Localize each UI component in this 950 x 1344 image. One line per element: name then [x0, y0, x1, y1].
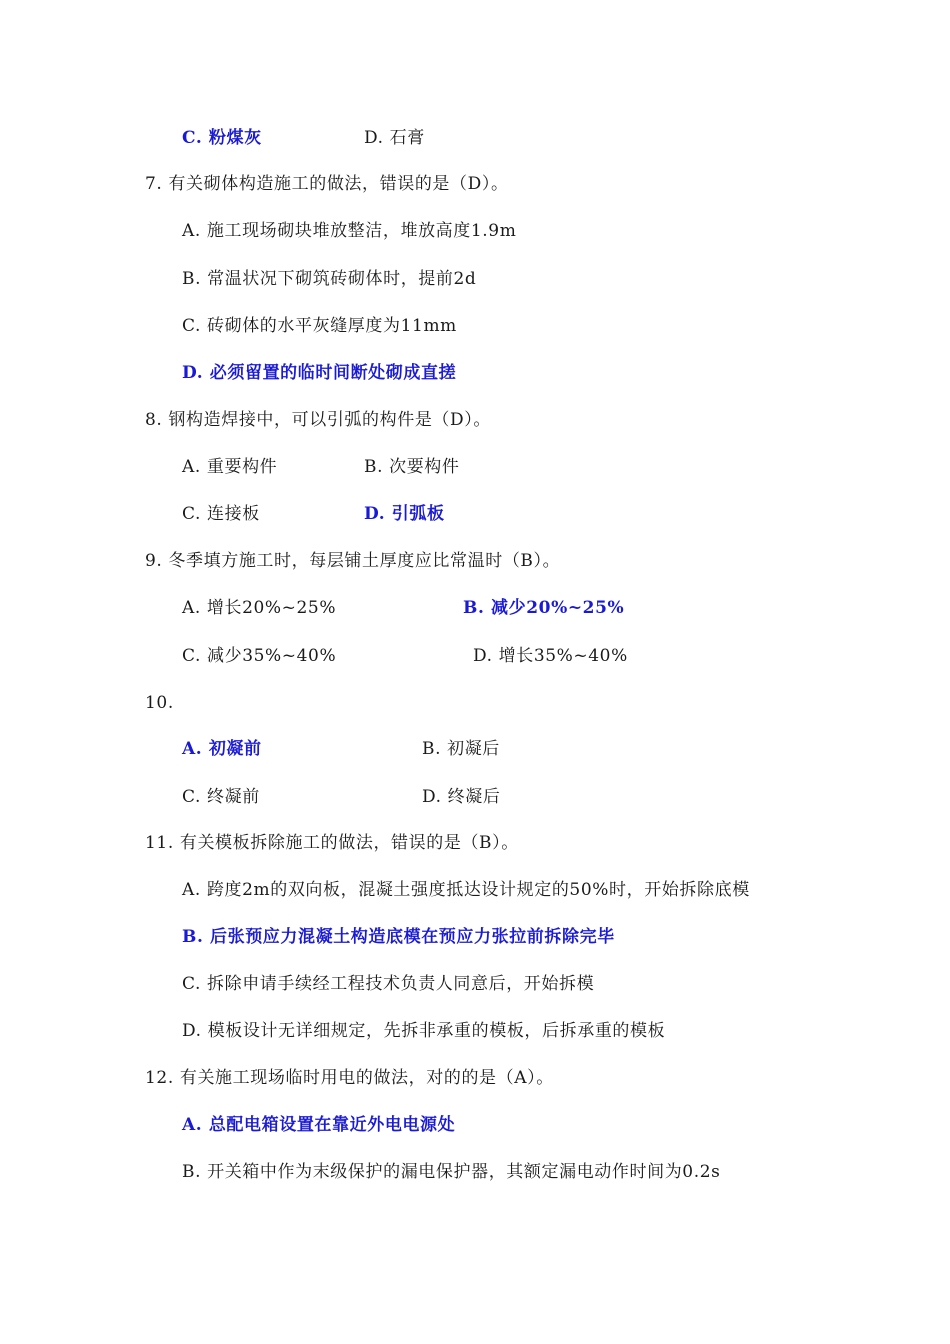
q9-option-a: A. 增长20%~25%: [182, 598, 337, 618]
q7-option-b: B. 常温状况下砌筑砖砌体时，提前2d: [182, 269, 477, 289]
q10-option-d: D. 终凝后: [422, 787, 501, 807]
q7-stem: 7. 有关砌体构造施工的做法，错误的是（D）。: [145, 174, 509, 194]
q10-stem: 10.: [145, 693, 174, 713]
q11-stem: 11. 有关模板拆除施工的做法，错误的是（B）。: [145, 833, 519, 853]
q9-option-b: B. 减少20%~25%: [463, 598, 625, 618]
q7-option-c: C. 砖砌体的水平灰缝厚度为11mm: [182, 316, 457, 336]
q12-stem: 12. 有关施工现场临时用电的做法，对的的是（A）。: [145, 1068, 554, 1088]
q9-stem: 9. 冬季填方施工时，每层铺土厚度应比常温时（B）。: [145, 551, 561, 571]
q8-option-d: D. 引弧板: [364, 504, 445, 524]
q8-option-a: A. 重要构件: [182, 457, 278, 477]
q8-option-c: C. 连接板: [182, 504, 260, 524]
q7-option-a: A. 施工现场砌块堆放整洁，堆放高度1.9m: [182, 221, 517, 241]
q11-option-c: C. 拆除申请手续经工程技术负责人同意后，开始拆模: [182, 974, 595, 994]
q10-option-b: B. 初凝后: [422, 739, 500, 759]
q8-stem: 8. 钢构造焊接中，可以引弧的构件是（D）。: [145, 410, 491, 430]
q6-option-d: D. 石膏: [364, 128, 425, 148]
q6-option-c: C. 粉煤灰: [182, 128, 262, 148]
q10-option-a: A. 初凝前: [182, 739, 262, 759]
q9-option-d: D. 增长35%~40%: [473, 646, 628, 666]
q7-option-d: D. 必须留置的临时间断处砌成直搓: [182, 363, 457, 383]
q11-option-b: B. 后张预应力混凝土构造底模在预应力张拉前拆除完毕: [182, 927, 615, 947]
q8-option-b: B. 次要构件: [364, 457, 460, 477]
q9-option-c: C. 减少35%~40%: [182, 646, 337, 666]
q11-option-d: D. 模板设计无详细规定，先拆非承重的模板，后拆承重的模板: [182, 1021, 666, 1041]
q11-option-a: A. 跨度2m的双向板，混凝土强度抵达设计规定的50%时，开始拆除底模: [182, 880, 750, 900]
q12-option-a: A. 总配电箱设置在靠近外电电源处: [182, 1115, 456, 1135]
q12-option-b: B. 开关箱中作为末级保护的漏电保护器，其额定漏电动作时间为0.2s: [182, 1162, 721, 1182]
q10-option-c: C. 终凝前: [182, 787, 260, 807]
